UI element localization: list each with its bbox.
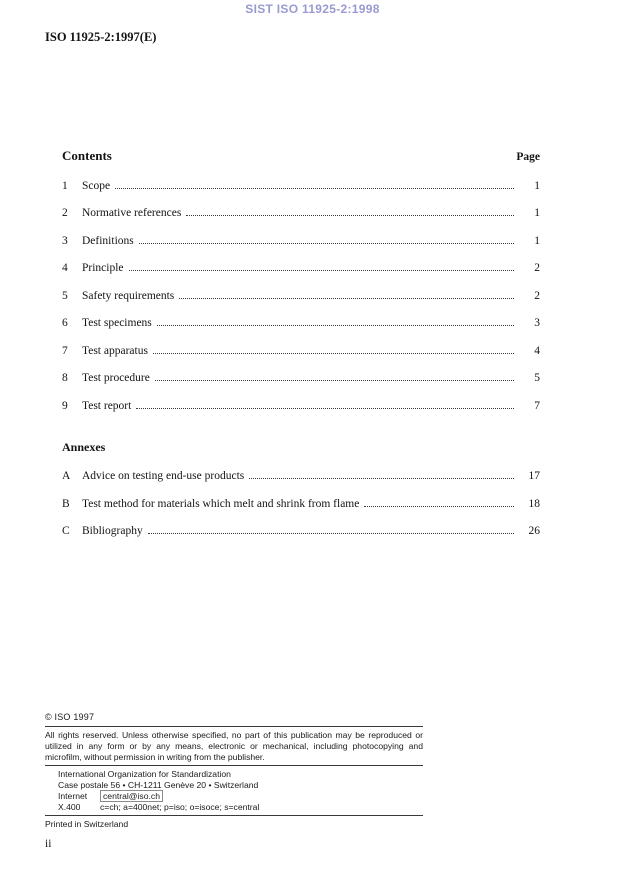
contents-header: [62, 148, 540, 164]
dot-leader: [153, 344, 514, 354]
annex-entry: [62, 497, 540, 510]
toc-entry: [62, 234, 540, 247]
contents-title: Contents: [62, 148, 112, 163]
copyright-footer: [45, 712, 423, 830]
toc-entry-number: 3: [62, 234, 68, 247]
annex-entry-letter: A: [62, 470, 71, 482]
toc-entry-page: 1: [534, 179, 540, 192]
toc-entry: [62, 344, 540, 357]
toc-entry-number: 9: [62, 399, 68, 412]
toc-entry-page: 2: [534, 289, 540, 302]
toc-entry-title: Definitions: [82, 234, 134, 247]
toc-entry-page: 1: [534, 207, 540, 219]
publisher-address: Case postale 56 • CH-1211 Genève 20 • Switzerland: [58, 780, 259, 791]
toc-entry: [62, 399, 540, 412]
toc-entry-title: Principle: [82, 262, 124, 274]
dot-leader: [364, 497, 514, 507]
dot-leader: [136, 399, 514, 409]
dot-leader: [155, 371, 514, 381]
annex-entry-title: Test method for materials which melt and shrink from flame: [82, 497, 360, 510]
toc-entry-number: 1: [62, 179, 68, 192]
dot-leader: [148, 524, 514, 534]
publisher-name: International Organization for Standardization: [58, 769, 231, 780]
page-number: ii: [45, 838, 52, 850]
x400-line: [58, 802, 423, 813]
annex-entry-title: Bibliography: [82, 525, 143, 537]
toc-entry: [62, 206, 540, 219]
annex-entry: [62, 469, 540, 482]
toc-entry-title: Safety requirements: [82, 289, 175, 302]
toc-entry-number: 8: [62, 372, 68, 384]
toc-entry-page: 1: [534, 234, 540, 247]
dot-leader: [186, 206, 514, 216]
toc-entry: [62, 289, 540, 302]
copyright-line: © ISO 1997: [45, 712, 95, 722]
document-reference: ISO 11925-2:1997(E): [45, 30, 157, 44]
rights-statement: All rights reserved. Unless otherwise specified, no part of this publication may be reproduced or utilized in any form or by any means, electronic or mechanical, including photocopying and microfilm, without permission in writing from the publisher.: [45, 730, 423, 762]
page-column-label: Page: [516, 151, 540, 163]
sist-watermark: SIST ISO 11925-2:1998: [245, 2, 380, 16]
x400-value: c=ch; a=400net; p=iso; o=isoce; s=central: [100, 801, 260, 812]
toc-entry-number: 7: [62, 344, 68, 357]
toc-entry: [62, 179, 540, 192]
printed-in: Printed in Switzerland: [45, 819, 129, 830]
toc-entry: [62, 316, 540, 329]
dot-leader: [179, 289, 514, 299]
toc-entry-title: Test procedure: [82, 372, 150, 384]
publisher-block: [58, 769, 423, 812]
dot-leader: [115, 179, 514, 189]
footer-divider: [45, 815, 423, 816]
dot-leader: [249, 469, 514, 479]
table-of-contents: [62, 148, 540, 537]
toc-entry-title: Normative references: [82, 207, 182, 219]
annexes-heading: Annexes: [62, 439, 106, 454]
iso-email-link[interactable]: central@iso.ch: [100, 790, 163, 802]
toc-entry-title: Scope: [82, 179, 111, 192]
toc-entry-title: Test specimens: [82, 317, 152, 329]
annex-entry-page: 18: [528, 497, 540, 510]
internet-line: [58, 791, 423, 802]
toc-entry-number: 6: [62, 317, 68, 329]
toc-entry-number: 4: [62, 262, 68, 274]
annex-entry-page: 26: [528, 525, 540, 537]
toc-entry-page: 5: [534, 372, 540, 384]
dot-leader: [157, 316, 514, 326]
internet-label: Internet: [58, 790, 88, 801]
annex-entry-page: 17: [528, 470, 540, 482]
annex-entry-title: Advice on testing end-use products: [82, 470, 245, 482]
annex-entry-letter: C: [62, 525, 70, 537]
dot-leader: [129, 261, 514, 271]
toc-entry: [62, 261, 540, 274]
toc-entry-title: Test apparatus: [82, 344, 148, 357]
toc-entry-number: 2: [62, 207, 68, 219]
annex-list: [62, 469, 540, 537]
toc-entry-page: 3: [534, 317, 540, 329]
footer-divider: [45, 765, 423, 766]
toc-entry-number: 5: [62, 289, 68, 302]
dot-leader: [139, 234, 514, 244]
toc-entry-page: 7: [534, 399, 540, 412]
annex-entry: [62, 524, 540, 537]
toc-list: [62, 179, 540, 412]
toc-entry-page: 2: [534, 262, 540, 274]
x400-label: X.400: [58, 801, 81, 812]
toc-entry-title: Test report: [82, 399, 132, 412]
toc-entry: [62, 371, 540, 384]
footer-divider: [45, 726, 423, 727]
annex-entry-letter: B: [62, 497, 70, 510]
toc-entry-page: 4: [534, 344, 540, 357]
